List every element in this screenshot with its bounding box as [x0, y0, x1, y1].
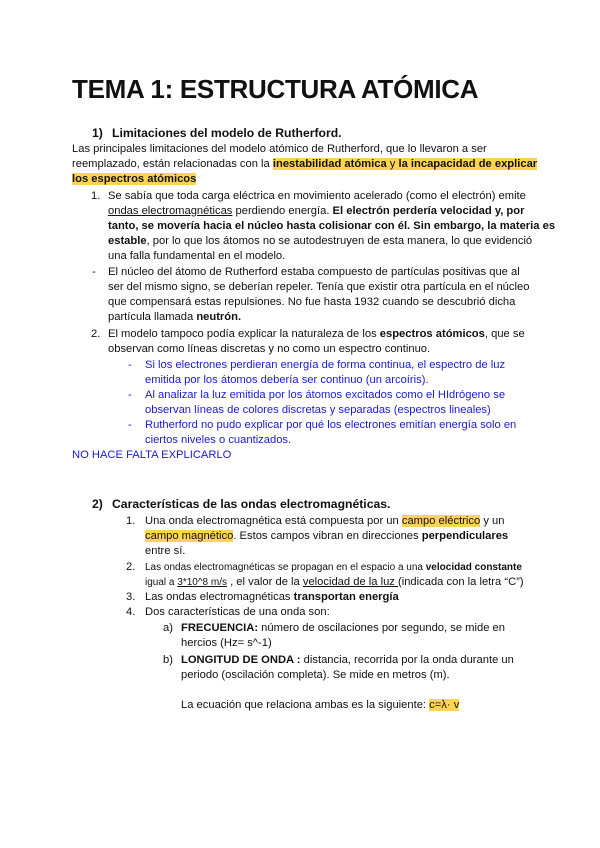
text-span: distancia, recorrida por la onda durante un	[300, 654, 514, 666]
dash-line-3: que compensará estas repulsiones. No fue hasta 1932 cuando se descubrió dicha	[108, 296, 516, 308]
highlight-campo-electrico: campo eléctrico	[401, 515, 481, 527]
sub1-line-1: Si los electrones perdieran energía de forma continua, el espectro de luz	[145, 359, 506, 371]
text-span: velocidad de la luz	[302, 576, 398, 588]
subb-line-1	[181, 653, 514, 668]
sub1-marker: -	[128, 359, 132, 371]
sub2-line-2: observan líneas de colores discretas y separadas (espectros lineales)	[145, 404, 491, 416]
sub3-line-1: Rutherford no pudo explicar por qué los electrones emitían energía solo en	[145, 419, 517, 431]
text-span: (indicada con la letra “C”)	[398, 576, 524, 588]
text-span: partícula llamada	[108, 311, 197, 323]
text-span: estable	[108, 235, 147, 247]
item1-line-1: Se sabía que toda carga eléctrica en movimiento acelerado (como el electrón) emite	[108, 190, 526, 202]
text-span: número de oscilaciones por segundo, se mide en	[258, 622, 505, 634]
s2-item2-line-2	[145, 575, 524, 590]
dash-line-1: El núcleo del átomo de Rutherford estaba compuesto de partículas positivas que al	[108, 266, 520, 278]
text-span: neutrón.	[196, 311, 242, 323]
s2-item1-line-2	[145, 529, 508, 544]
text-span: transportan energía	[293, 591, 399, 603]
s2-item4-line-1: Dos características de una onda son:	[145, 606, 330, 618]
text-span: reemplazado, están relacionadas con la	[72, 158, 273, 170]
intro-line-2	[72, 157, 537, 172]
s2-item2-marker: 2.	[126, 561, 136, 573]
text-span: El electrón perdería velocidad y, por	[332, 205, 525, 217]
item1-line-3: tanto, se movería hacia el núcleo hasta colisionar con él. Sin embargo, la materia es	[108, 220, 556, 232]
text-span: 3*10^8 m/s	[177, 577, 227, 588]
text-span: Las ondas electromagnéticas	[145, 591, 294, 603]
suba-marker: a)	[163, 622, 173, 634]
item2-line-1	[108, 327, 525, 342]
sub3-marker: -	[128, 419, 132, 431]
s2-item2-line-1	[145, 560, 522, 575]
text-span: . Estos campos vibran en direcciones	[233, 530, 422, 542]
text-span: perpendiculares	[421, 530, 509, 542]
underline-ondas: ondas electromagnéticas	[108, 205, 233, 217]
item2-marker: 2.	[91, 328, 101, 340]
intro-line-1: Las principales limitaciones del modelo atómico de Rutherford, que lo llevaron a ser	[72, 143, 487, 155]
equation-line	[181, 698, 459, 713]
text-span: espectros atómicos	[379, 328, 485, 340]
sub3-line-2: ciertos niveles o cuantizados.	[145, 434, 292, 446]
item2-line-2: observan como líneas discretas y no como un espectro continuo.	[108, 343, 431, 355]
section2-number: 2)	[92, 497, 103, 511]
equation-formula: c=λ· v	[429, 699, 460, 711]
sub1-line-2: emitida por los átomos debería ser continuo (un arcoíris).	[145, 374, 429, 386]
intro-line-3	[72, 172, 196, 187]
text-span: FRECUENCIA:	[181, 622, 259, 634]
dash-marker: -	[92, 266, 96, 278]
s2-item3-marker: 3.	[126, 591, 136, 603]
section1-number: 1)	[92, 126, 103, 140]
section2-heading: Características de las ondas electromagnéticas.	[112, 497, 391, 511]
note-no-hace-falta: NO HACE FALTA EXPLICARLO	[72, 449, 232, 461]
s2-item1-line-1	[145, 514, 504, 529]
text-span: La ecuación que relaciona ambas es la siguiente:	[181, 699, 430, 711]
text-span: velocidad constante	[425, 562, 522, 573]
sub2-line-1: Al analizar la luz emitida por los átomos excitados como el HIdrógeno se	[145, 389, 506, 401]
text-span: Una onda electromagnética está compuesta por un	[145, 515, 402, 527]
item1-line-5: una falla fundamental en el modelo.	[108, 250, 286, 262]
page-title: TEMA 1: ESTRUCTURA ATÓMICA	[72, 74, 479, 104]
s2-item4-marker: 4.	[126, 606, 136, 618]
text-span: perdiendo energía.	[232, 205, 333, 217]
text-span: igual a	[145, 577, 178, 588]
text-span: y un	[480, 515, 505, 527]
highlight-espectros: los espectros atómicos	[72, 173, 197, 185]
highlight-campo-magnetico: campo magnético	[145, 530, 234, 542]
subb-line-2: periodo (oscilación completa). Se mide en metros (m).	[181, 669, 450, 681]
suba-line-2: hercios (Hz= s^-1)	[181, 637, 272, 649]
subb-marker: b)	[163, 654, 173, 666]
sub2-marker: -	[128, 389, 132, 401]
item1-line-2	[108, 204, 524, 219]
s2-item1-marker: 1.	[126, 515, 136, 527]
highlight-incapacidad: la incapacidad de explicar	[398, 158, 538, 170]
text-span: LONGITUD DE ONDA :	[181, 654, 301, 666]
section1-heading: Limitaciones del modelo de Rutherford.	[112, 126, 342, 140]
text-span: , que se	[484, 328, 525, 340]
dash-line-2: ser del mismo signo, se deberían repeler. Tenía que existir otra partícula en el núcleo	[108, 281, 530, 293]
s2-item1-line-3: entre sí.	[145, 545, 186, 557]
suba-line-1	[181, 621, 505, 636]
text-span: El modelo tampoco podía explicar la naturaleza de los	[108, 328, 380, 340]
dash-line-4	[108, 310, 241, 325]
s2-item3-line-1	[145, 590, 399, 605]
text-span: Las ondas electromagnéticas se propagan en el espacio a una	[145, 562, 426, 573]
text-span: , el valor de la	[226, 576, 303, 588]
highlight-instabilidad: inestabilidad atómica	[272, 158, 387, 170]
text-span: y	[386, 158, 399, 170]
item1-marker: 1.	[91, 190, 101, 202]
item1-line-4	[108, 234, 532, 249]
text-span: , por lo que los átomos no se autodestruyen de esta manera, lo que evidenció	[146, 235, 533, 247]
